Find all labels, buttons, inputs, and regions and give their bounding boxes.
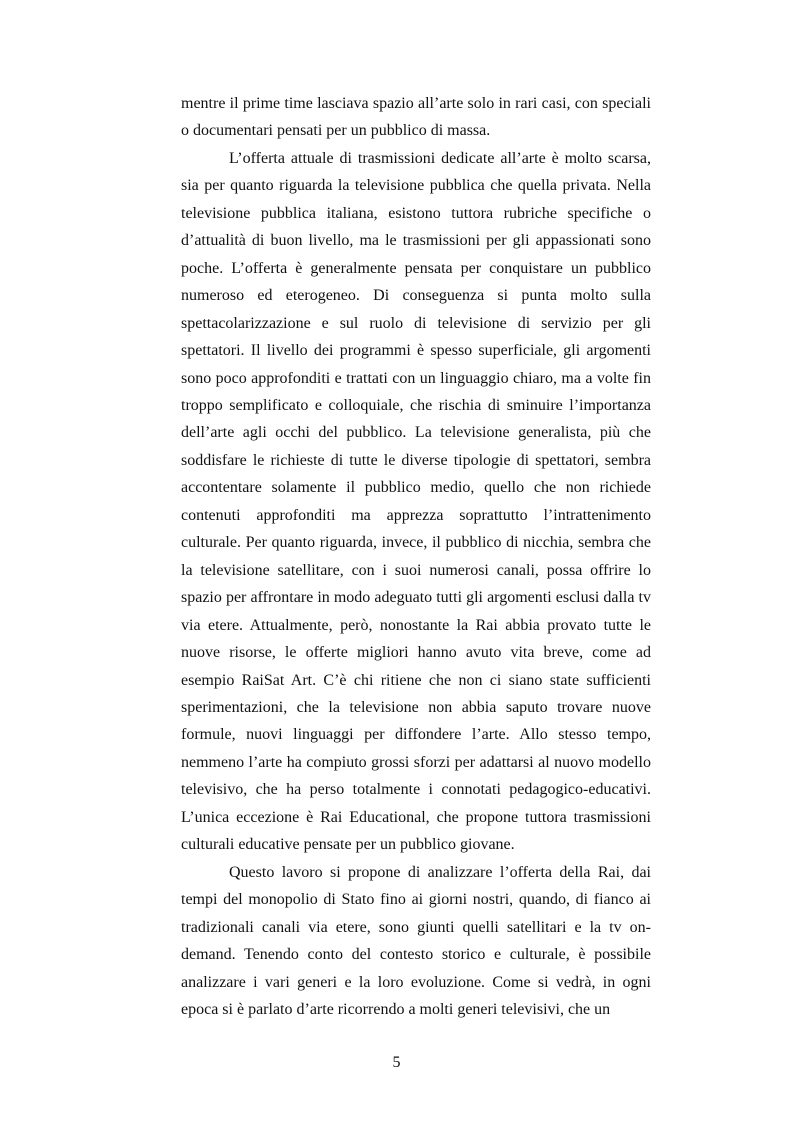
- paragraph-offerta-attuale: L’offerta attuale di trasmissioni dedicate all’arte è molto scarsa, sia per quanto riguarda la televisione pubblica che quella privata. Nella televisione pubblica italiana, esistono tuttora rubriche specifiche o d’attualità di buon livello, ma le trasmissioni per gli appassionati sono poche. L’offerta è generalmente pensata per conquistare un pubblico numeroso ed eterogeneo. Di conseguenza si punta molto sulla spettacolarizzazione e sul ruolo di televisione di servizio per gli spettatori. Il livello dei programmi è spesso superficiale, gli argomenti sono poco approfonditi e trattati con un linguaggio chiaro, ma a volte fin troppo semplificato e colloquiale, che rischia di sminuire l’importanza dell’arte agli occhi del pubblico. La televisione generalista, più che soddisfare le richieste di tutte le diverse tipologie di spettatori, sembra accontentare solamente il pubblico medio, quello che non richiede contenuti approfonditi ma apprezza soprattutto l’intrattenimento culturale. Per quanto riguarda, invece, il pubblico di nicchia, sembra che la televisione satellitare, con i suoi numerosi canali, possa offrire lo spazio per affrontare in modo adeguato tutti gli argomenti esclusi dalla tv via etere. Attualmente, però, nonostante la Rai abbia provato tutte le nuove risorse, le offerte migliori hanno avuto vita breve, come ad esempio RaiSat Art. C’è chi ritiene che non ci siano state sufficienti sperimentazioni, che la televisione non abbia saputo trovare nuove formule, nuovi linguaggi per diffondere l’arte. Allo stesso tempo, nemmeno l’arte ha compiuto grossi sforzi per adattarsi al nuovo modello televisivo, che ha perso totalmente i connotati pedagogico-educativi. L’unica eccezione è Rai Educational, che propone tuttora trasmissioni culturali educative pensate per un pubblico giovane.: [181, 149, 651, 854]
- paragraph-continuation: mentre il prime time lasciava spazio all’arte solo in rari casi, con speciali o documentari pensati per un pubblico di massa.: [181, 95, 651, 140]
- paragraph-questo-lavoro: Questo lavoro si propone di analizzare l’offerta della Rai, dai tempi del monopolio di Stato fino ai giorni nostri, quando, di fianco ai tradizionali canali via etere, sono giunti quelli satellitari e la tv on-demand. Tenendo conto del contesto storico e culturale, è possibile analizzare i vari generi e la loro evoluzione. Come si vedrà, in ogni epoca si è parlato d’arte ricorrendo a molti generi televisivi, che un: [181, 863, 651, 1018]
- page-number: 5: [392, 1054, 401, 1071]
- body-text: [181, 90, 651, 1023]
